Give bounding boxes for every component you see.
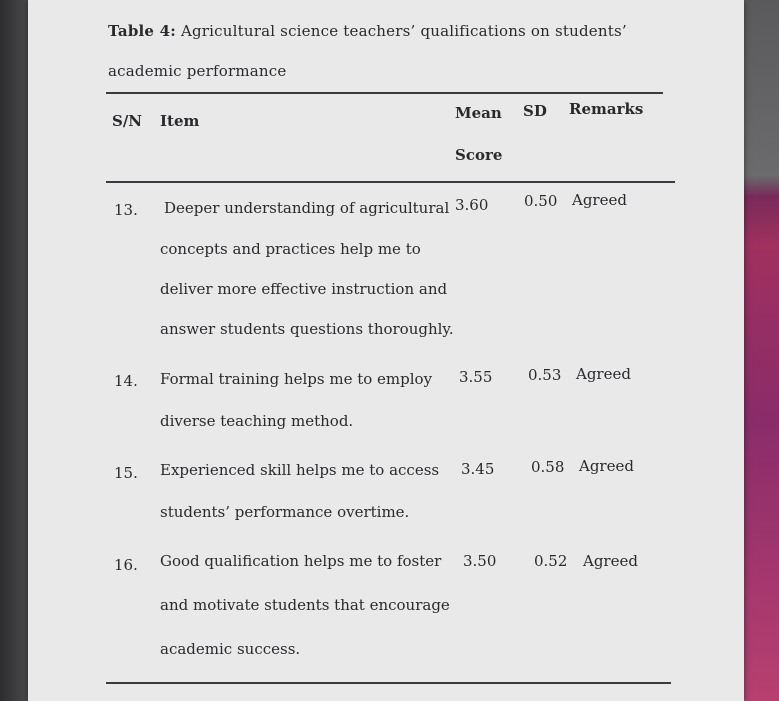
row-13-item-line-1: Deeper understanding of agricultural [164, 199, 450, 217]
header-score: Score [455, 146, 503, 164]
table-bottom-rule [106, 682, 671, 684]
row-16-sn: 16. [114, 556, 138, 574]
row-14-sd: 0.53 [528, 366, 562, 384]
header-sn: S/N [112, 112, 143, 130]
row-15-remark: Agreed [579, 457, 634, 475]
row-16-mean: 3.50 [463, 552, 497, 570]
table-caption-line-2: academic performance [108, 62, 287, 80]
row-16-item-line-2: and motivate students that encourage [160, 596, 450, 614]
row-13-item-line-2: concepts and practices help me to [160, 240, 421, 258]
row-15-mean: 3.45 [461, 460, 495, 478]
row-16-item-line-3: academic success. [160, 640, 301, 658]
header-item: Item [160, 112, 200, 130]
header-sd: SD [523, 102, 547, 120]
row-14-remark: Agreed [576, 365, 631, 383]
left-background [0, 0, 28, 701]
document-page [28, 0, 744, 701]
row-13-item-line-4: answer students questions thoroughly. [160, 320, 454, 338]
header-mean: Mean [455, 104, 502, 122]
row-13-remark: Agreed [572, 191, 627, 209]
row-16-remark: Agreed [583, 552, 638, 570]
row-16-sd: 0.52 [534, 552, 568, 570]
row-16-item-line-1: Good qualification helps me to foster [160, 552, 442, 570]
row-13-mean: 3.60 [455, 196, 489, 214]
table-caption-label: Table 4: [108, 22, 176, 40]
row-15-item-line-2: students’ performance overtime. [160, 503, 410, 521]
header-bottom-rule [106, 181, 675, 183]
row-13-item-line-3: deliver more effective instruction and [160, 280, 448, 298]
row-14-sn: 14. [114, 372, 138, 390]
row-15-sd: 0.58 [531, 458, 565, 476]
row-13-sn: 13. [114, 201, 138, 219]
row-15-sn: 15. [114, 464, 138, 482]
table-caption-line-1 [108, 22, 627, 40]
row-13-sd: 0.50 [524, 192, 558, 210]
table-top-rule [106, 92, 663, 94]
row-14-item-line-1: Formal training helps me to employ [160, 370, 433, 388]
row-14-item-line-2: diverse teaching method. [160, 412, 354, 430]
table-caption-title: Agricultural science teachers’ qualifications on students’ [180, 22, 627, 40]
header-remarks: Remarks [569, 100, 644, 118]
row-15-item-line-1: Experienced skill helps me to access [160, 461, 440, 479]
right-background [744, 0, 779, 701]
row-14-mean: 3.55 [459, 368, 493, 386]
